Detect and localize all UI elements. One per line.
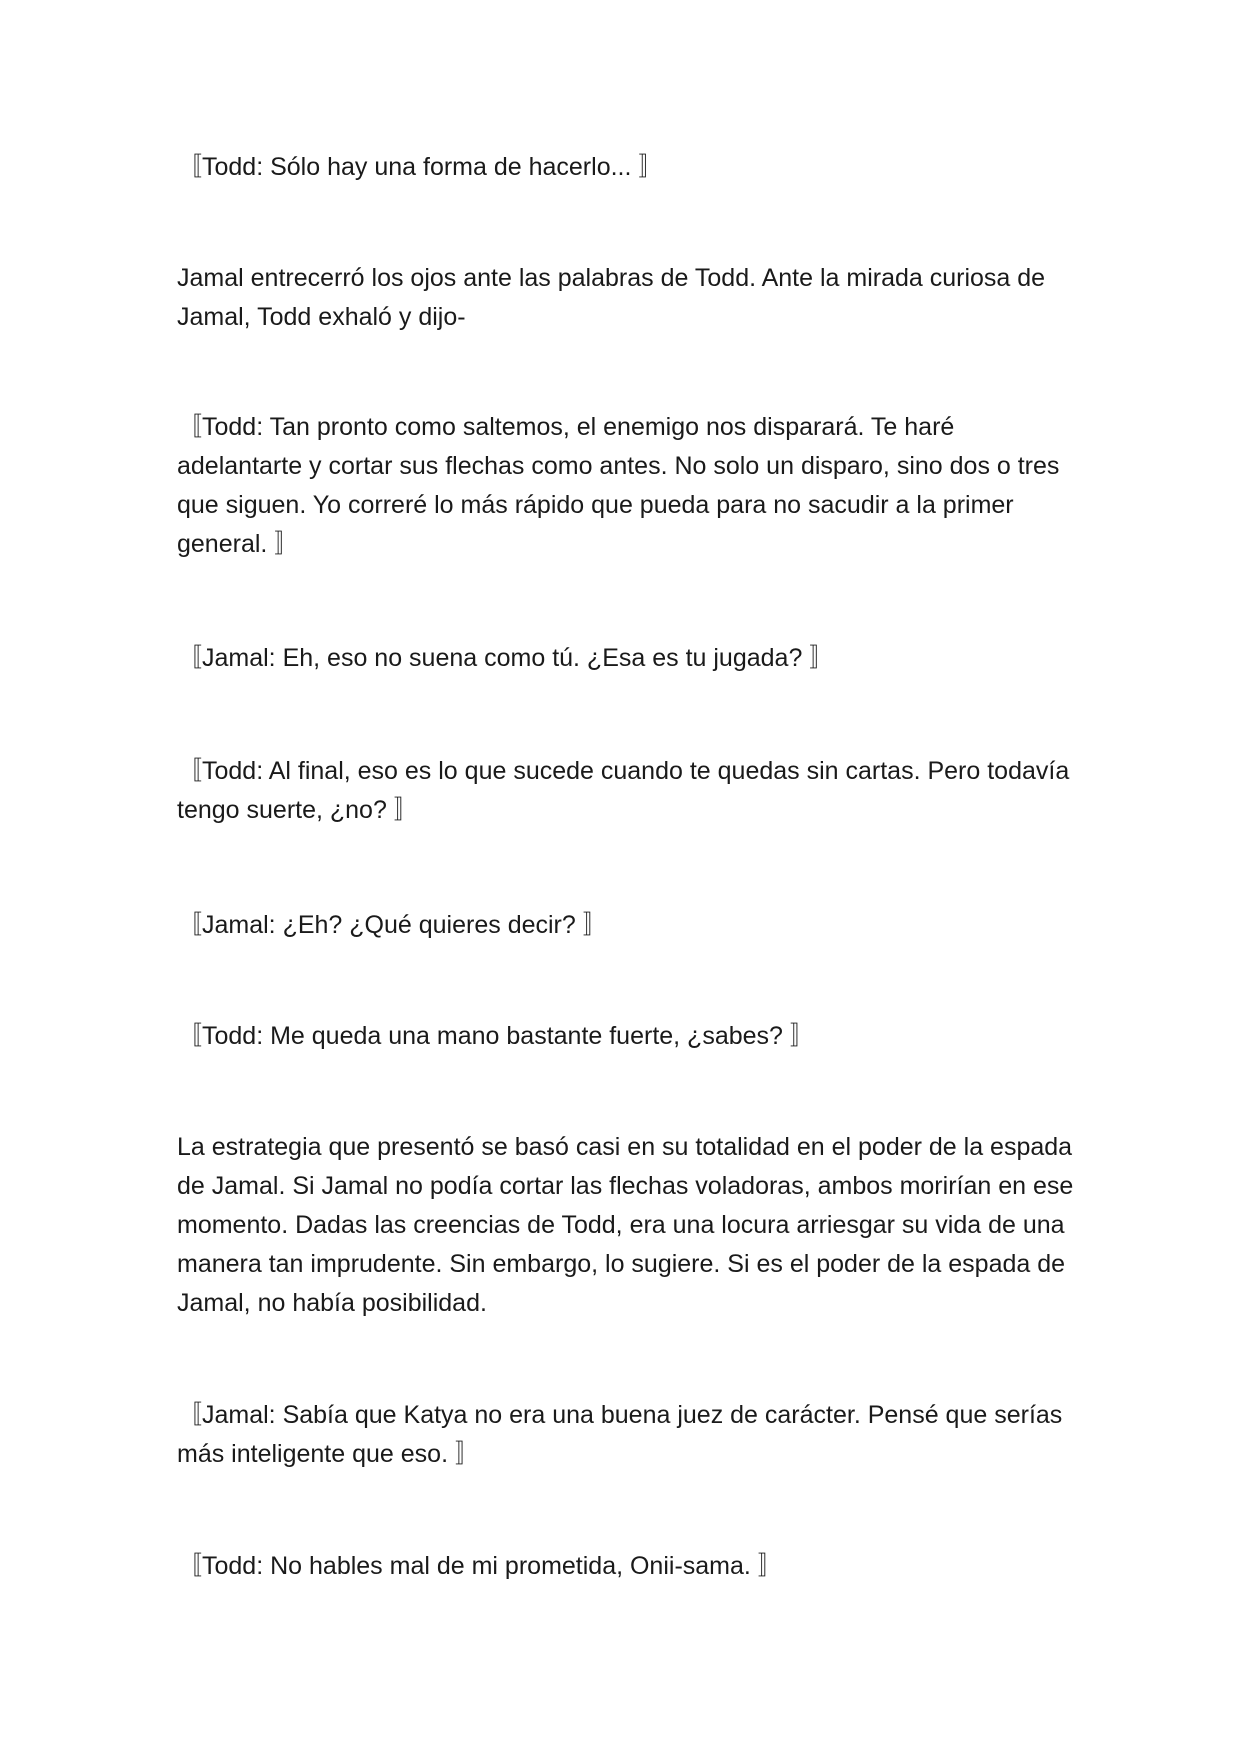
dialogue-jamal-1: 〚Jamal: Eh, eso no suena como tú. ¿Esa es tu jugada? 〛 bbox=[177, 644, 835, 672]
dialogue-todd-4: 〚Todd: Me queda una mano bastante fuerte, ¿sabes? 〛 bbox=[177, 1022, 815, 1050]
dialogue-todd-2: 〚Todd: Tan pronto como saltemos, el enemigo nos disparará. Te haré adelantarte y cortar sus flechas como antes. No solo un disparo, sino dos o tres que siguen. Yo correré lo más rápido que pueda para no sacudir a la primer general. 〛 bbox=[177, 413, 1060, 558]
dialogue-todd-1: 〚Todd: Sólo hay una forma de hacerlo... 〛 bbox=[177, 153, 664, 181]
dialogue-todd-3: 〚Todd: Al final, eso es lo que sucede cuando te quedas sin cartas. Pero todavía tengo suerte, ¿no? 〛 bbox=[177, 757, 1070, 824]
dialogue-jamal-3: 〚Jamal: Sabía que Katya no era una buena juez de carácter. Pensé que serías más inteligente que eso. 〛 bbox=[177, 1401, 1063, 1468]
dialogue-todd-5: 〚Todd: No hables mal de mi prometida, Onii-sama. 〛 bbox=[177, 1552, 783, 1580]
dialogue-jamal-2: 〚Jamal: ¿Eh? ¿Qué quieres decir? 〛 bbox=[177, 911, 608, 939]
narration-1: Jamal entrecerró los ojos ante las palabras de Todd. Ante la mirada curiosa de Jamal, Todd exhaló y dijo- bbox=[177, 264, 1046, 331]
narration-2: La estrategia que presentó se basó casi en su totalidad en el poder de la espada de Jamal. Si Jamal no podía cortar las flechas voladoras, ambos morirían en ese momento. Dadas las creencias de Todd, era una locura arriesgar su vida de una manera tan imprudente. Sin embargo, lo sugiere. Si es el poder de la espada de Jamal, no había posibilidad. bbox=[177, 1133, 1074, 1317]
